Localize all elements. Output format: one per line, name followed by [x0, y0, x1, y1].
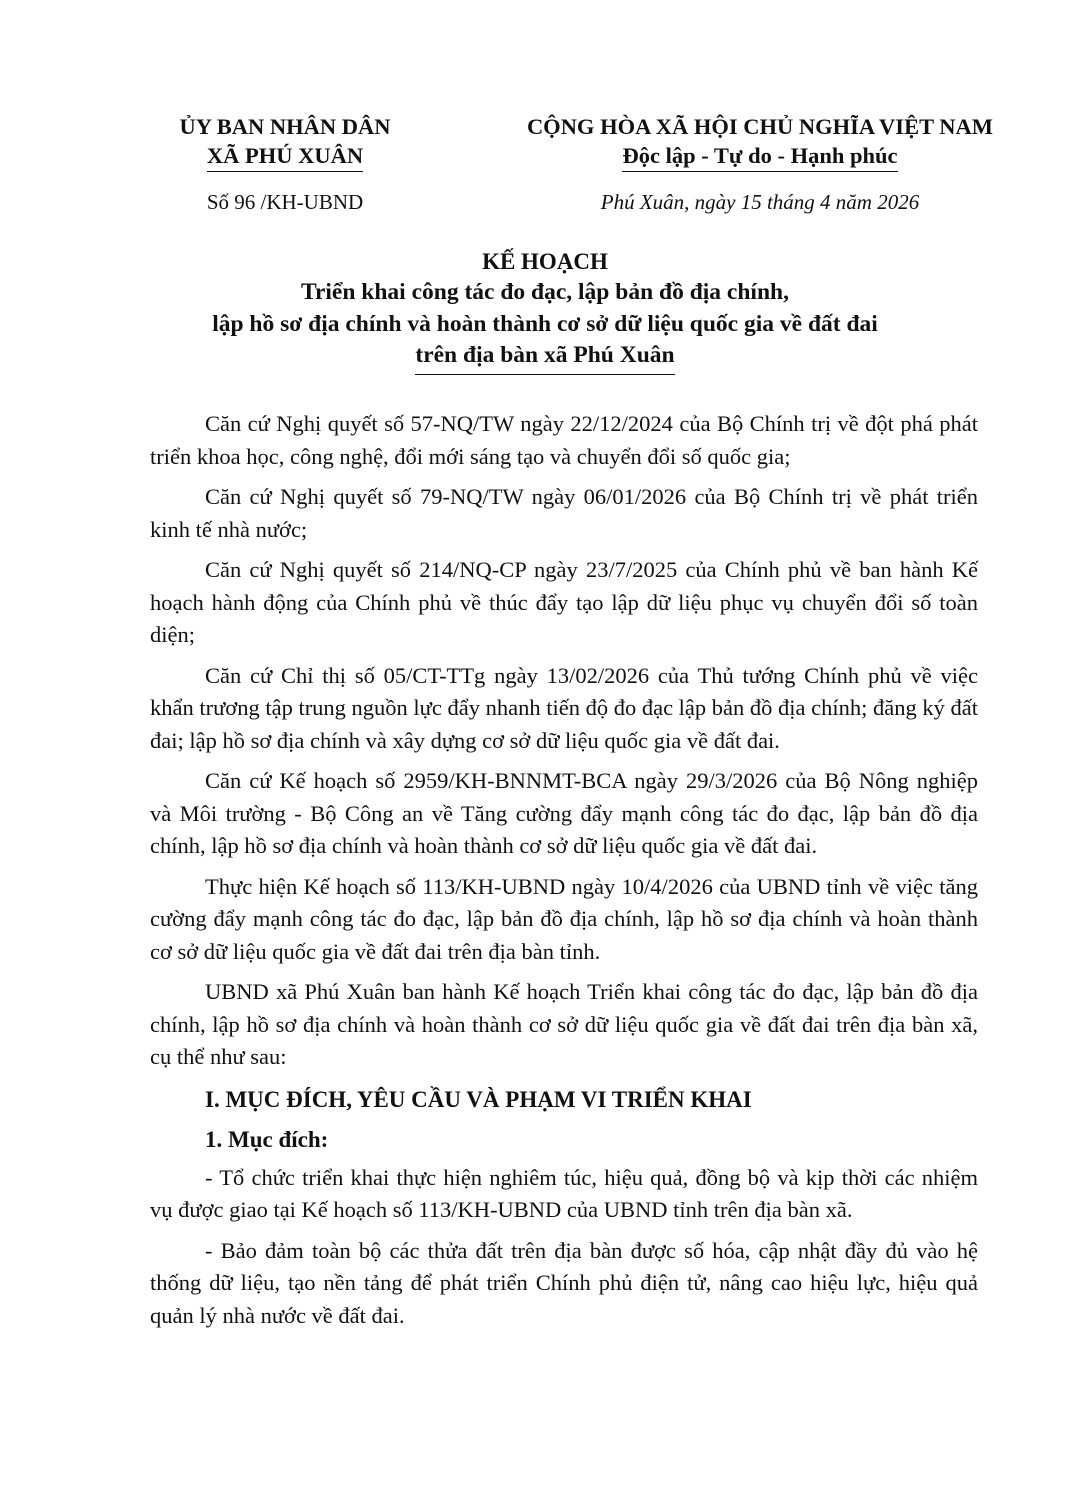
national-title-block: [495, 112, 1025, 215]
document-title-block: [90, 247, 1000, 375]
document-number: Số 96 /KH-UBND: [206, 190, 364, 214]
list-item: - Tổ chức triển khai thực hiện nghiêm túc, hiệu quả, đồng bộ và kịp thời các nhiệm vụ được giao tại Kế hoạch số 113/KH-UBND của UBND tỉnh trên địa bàn xã.: [150, 1164, 978, 1222]
section-heading: I. MỤC ĐÍCH, YÊU CẦU VÀ PHẠM VI TRIỂN KHAI: [205, 1086, 752, 1112]
paragraph: Thực hiện Kế hoạch số 113/KH-UBND ngày 10/4/2026 của UBND tỉnh về việc tăng cường đẩy mạnh công tác đo đạc, lập bản đồ địa chính, lập hồ sơ địa chính và hoàn thành cơ sở dữ liệu quốc gia về đất đai trên địa bàn tỉnh.: [150, 873, 978, 964]
issuing-authority-block: [140, 112, 430, 215]
subsection-heading: 1. Mục đích:: [205, 1126, 329, 1152]
country-name: CỘNG HÒA XÃ HỘI CHỦ NGHĨA VIỆT NAM: [526, 114, 994, 139]
paragraph: Căn cứ Chỉ thị số 05/CT-TTg ngày 13/02/2026 của Thủ tướng Chính phủ về việc khẩn trương tập trung nguồn lực đẩy nhanh tiến độ đo đạc lập bản đồ địa chính; đăng ký đất đai; lập hồ sơ địa chính và xây dựng cơ sở dữ liệu quốc gia về đất đai.: [150, 662, 978, 753]
national-motto: Độc lập - Tự do - Hạnh phúc: [622, 141, 897, 172]
commune-name: XÃ PHÚ XUÂN: [207, 141, 363, 172]
document-body: [150, 408, 978, 1340]
paragraph: Căn cứ Nghị quyết số 57-NQ/TW ngày 22/12/2024 của Bộ Chính trị về đột phá phát triển khoa học, công nghệ, đổi mới sáng tạo và chuyển đổi số quốc gia;: [150, 411, 978, 469]
paragraph: Căn cứ Nghị quyết số 79-NQ/TW ngày 06/01/2026 của Bộ Chính trị về phát triển kinh tế nhà nước;: [150, 484, 978, 542]
paragraph: Căn cứ Kế hoạch số 2959/KH-BNNMT-BCA ngày 29/3/2026 của Bộ Nông nghiệp và Môi trường - Bộ Công an về Tăng cường đẩy mạnh công tác đo đạc, lập bản đồ địa chính, lập hồ sơ địa chính và hoàn thành cơ sở dữ liệu quốc gia về đất đai.: [150, 768, 978, 858]
title-line-1: Triển khai công tác đo đạc, lập bản đồ địa chính,: [301, 279, 789, 305]
paragraph: Căn cứ Nghị quyết số 214/NQ-CP ngày 23/7/2025 của Chính phủ về ban hành Kế hoạch hành động của Chính phủ về thúc đẩy tạo lập dữ liệu phục vụ chuyển đổi số toàn diện;: [150, 557, 978, 647]
paragraph: UBND xã Phú Xuân ban hành Kế hoạch Triển khai công tác đo đạc, lập bản đồ địa chính, lập hồ sơ địa chính và hoàn thành cơ sở dữ liệu quốc gia về đất đai trên địa bàn xã, cụ thể như sau:: [150, 979, 978, 1069]
title-line-3: trên địa bàn xã Phú Xuân: [415, 340, 674, 375]
title-line-2: lập hồ sơ địa chính và hoàn thành cơ sở dữ liệu quốc gia về đất đai: [212, 310, 878, 337]
document-type: KẾ HOẠCH: [482, 249, 608, 274]
authority-name: ỦY BAN NHÂN DÂN: [179, 114, 391, 139]
document-date: Phú Xuân, ngày 15 tháng 4 năm 2026: [600, 190, 920, 214]
list-item: - Bảo đảm toàn bộ các thửa đất trên địa bàn được số hóa, cập nhật đầy đủ vào hệ thống dữ liệu, tạo nền tảng để phát triển Chính phủ điện tử, nâng cao hiệu lực, hiệu quả quản lý nhà nước về đất đai.: [150, 1237, 978, 1328]
